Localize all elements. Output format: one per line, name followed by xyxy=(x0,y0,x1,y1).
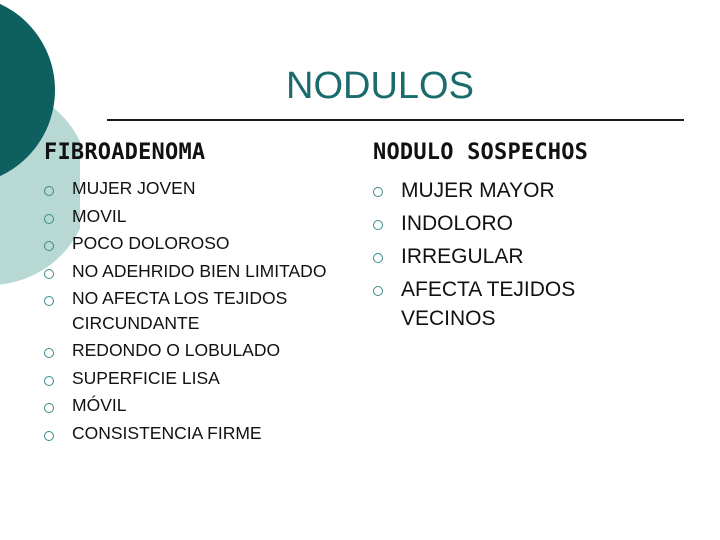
circle-outline-icon xyxy=(373,253,383,263)
list-item xyxy=(44,204,344,229)
list-item-label: NO ADEHRIDO BIEN LIMITADO xyxy=(72,260,327,281)
list-item-label: MÓVIL xyxy=(72,395,127,415)
list-item-label: POCO DOLOROSO xyxy=(72,233,230,253)
list-item xyxy=(373,176,673,205)
left-column-heading: FIBROADENOMA xyxy=(44,140,206,165)
list-item xyxy=(44,366,344,391)
list-item xyxy=(373,242,673,271)
circle-outline-icon xyxy=(44,269,54,279)
circle-outline-icon xyxy=(44,348,54,358)
list-item xyxy=(373,275,673,333)
list-item-label: INDOLORO xyxy=(401,212,514,235)
circle-outline-icon xyxy=(44,431,54,441)
list-item-label: NO AFECTA LOS TEJIDOS CIRCUNDANTE xyxy=(72,288,288,333)
circle-outline-icon xyxy=(44,241,54,251)
list-item xyxy=(44,393,344,418)
circle-outline-icon xyxy=(373,187,383,197)
circle-outline-icon xyxy=(44,186,54,196)
list-item xyxy=(373,209,673,238)
right-column-heading: NODULO SOSPECHOS xyxy=(373,140,589,165)
title-divider xyxy=(107,119,684,121)
list-item xyxy=(44,421,344,446)
list-item-label: MUJER JOVEN xyxy=(72,178,196,198)
list-item xyxy=(44,176,344,201)
left-bullet-list xyxy=(44,176,344,448)
list-item-label: IRREGULAR xyxy=(401,245,524,268)
list-item-label: SUPERFICIE LISA xyxy=(72,367,220,388)
list-item xyxy=(44,286,344,335)
list-item-label: CONSISTENCIA FIRME xyxy=(72,422,262,443)
right-bullet-list xyxy=(373,176,673,337)
list-item-label: MUJER MAYOR xyxy=(401,179,555,202)
circle-outline-icon xyxy=(373,286,383,296)
list-item-label: REDONDO O LOBULADO xyxy=(72,340,281,360)
circle-outline-icon xyxy=(373,220,383,230)
circle-outline-icon xyxy=(44,296,54,306)
list-item xyxy=(44,259,344,284)
list-item-label: AFECTA TEJIDOS VECINOS xyxy=(401,278,576,330)
list-item xyxy=(44,338,344,363)
list-item-label: MOVIL xyxy=(72,205,127,226)
circle-outline-icon xyxy=(44,376,54,386)
list-item xyxy=(44,231,344,256)
circle-outline-icon xyxy=(44,214,54,224)
circle-outline-icon xyxy=(44,403,54,413)
slide-title: NODULOS xyxy=(286,65,474,107)
